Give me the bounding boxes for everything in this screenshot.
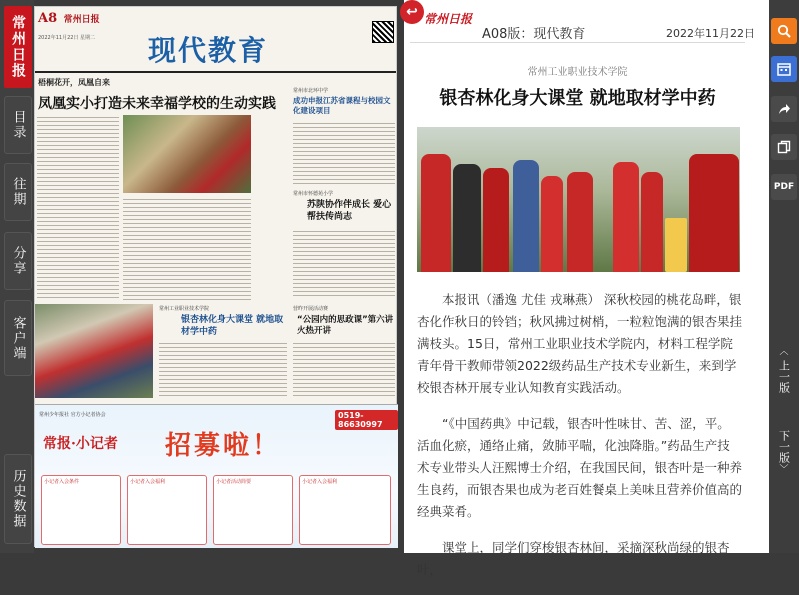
ginkgo-story-kicker: 常州工业职业技术学院	[159, 306, 210, 312]
article-paper-logo: 常州日报	[424, 12, 473, 26]
article-photo	[417, 127, 740, 272]
search-icon[interactable]	[771, 18, 797, 44]
article-source: 常州工业职业技术学院	[527, 67, 628, 78]
photo-person	[421, 154, 451, 272]
ginkgo-story-photo[interactable]	[35, 304, 153, 398]
chevron-up-icon: ︿	[779, 347, 789, 357]
story-text-block	[293, 229, 395, 299]
story-text-block	[123, 197, 251, 301]
article-paragraph: 课堂上，同学们穿梭银杏林间，采摘深秋尚绿的银杏叶，	[417, 540, 730, 577]
article-divider	[410, 42, 745, 43]
share-icon[interactable]	[771, 96, 797, 122]
right-story2-kicker: 常州市怀德苑小学	[293, 191, 334, 197]
article-paragraph: “《中国药典》中记载，银杏叶性味甘、苦、涩，平。活血化瘀，通络止痛，敛肺平喘，化浊降脂。”药品生产技术专业带头人汪熙博士介绍，在我国民间，银杏叶是一种养生良药，而银杏果也成为老百姓餐桌上美味且营养价值高的经典菜肴。	[417, 416, 743, 519]
pdf-button[interactable]: PDF	[771, 174, 797, 200]
photo-person	[641, 172, 663, 272]
photo-person	[483, 168, 509, 272]
ad-info-box: 小记者入会条件	[41, 475, 121, 545]
right-story3-title[interactable]: “公园内的思政课”第六讲火热开讲	[297, 315, 394, 336]
ad-brand: 常报·小记者	[43, 436, 118, 452]
ginkgo-story-title[interactable]: 银杏林化身大课堂 就地取材学中药	[181, 315, 284, 337]
photo-person	[453, 164, 481, 272]
back-arrow-icon[interactable]: ↩	[400, 0, 424, 24]
photo-person	[541, 176, 563, 272]
nav-archive[interactable]: 往期	[4, 163, 32, 221]
nav-contents[interactable]: 目录	[4, 96, 32, 154]
newspaper-edition: A8 常州日报	[38, 11, 100, 26]
right-story-kicker: 常州市北环中学	[293, 88, 329, 94]
main-story-kicker: 梧桐花开，凤凰自来	[38, 78, 110, 87]
article-body	[417, 289, 742, 595]
main-story-photo[interactable]	[123, 115, 251, 193]
photo-person	[567, 172, 593, 272]
story-text-block	[37, 115, 119, 301]
ad-topline: 常州少年报社 官方小记者协会	[39, 412, 106, 418]
newspaper-header	[35, 7, 396, 73]
ad-info-box: 小记者活动简要	[213, 475, 293, 545]
main-story-headline[interactable]: 凤凰实小打造未来幸福学校的生动实践	[38, 96, 276, 112]
qr-code-icon	[372, 21, 394, 43]
chevron-down-icon: ﹀	[779, 465, 789, 475]
photo-sign	[665, 218, 687, 272]
ad-info-box: 小记者入会福利	[127, 475, 207, 545]
copy-icon[interactable]	[771, 134, 797, 160]
article-section: A08版：现代教育	[482, 27, 586, 42]
photo-person	[613, 162, 639, 272]
right-story-title[interactable]: 成功申报江苏省课程与校园文化建设项目	[293, 96, 391, 115]
article-title: 银杏林化身大课堂 就地取材学中药	[439, 88, 716, 109]
nav-share[interactable]: 分享	[4, 232, 32, 290]
newspaper-page[interactable]	[34, 6, 397, 547]
nav-client[interactable]: 客户端	[4, 300, 32, 376]
ad-info-box: 小记者入会福利	[299, 475, 391, 545]
next-page-button[interactable]: 下一版 ﹀	[771, 430, 797, 478]
right-story3-kicker: 营昨开展活动赛	[293, 306, 329, 312]
article-date: 2022年11月22日	[666, 27, 755, 40]
story-text-block	[293, 341, 395, 399]
nav-history-data[interactable]: 历史数据	[4, 454, 32, 544]
photo-person	[689, 154, 739, 272]
story-text-block	[293, 121, 395, 185]
ad-title: 招募啦！	[165, 431, 282, 461]
prev-page-button[interactable]: ︿ 上一版	[771, 345, 797, 393]
ad-phone: 0519-86630997	[335, 410, 398, 430]
newspaper-masthead: 现代教育	[148, 34, 269, 67]
brand-tab[interactable]: 常州日报	[4, 6, 32, 88]
recruitment-advertisement[interactable]	[35, 404, 398, 548]
story-text-block	[159, 341, 287, 399]
calendar-icon[interactable]	[771, 56, 797, 82]
photo-person	[513, 160, 539, 272]
right-story2-title[interactable]: 苏陕协作伴成长 爱心帮扶传尚志	[307, 200, 392, 222]
newspaper-date: 2022年11月22日 星期二	[38, 35, 96, 41]
article-paragraph: 本报讯（潘逸 尤佳 戎琳燕） 深秋校园的桃花岛畔，银杏化作秋日的铃铛；秋风拂过树梢，一粒粒饱满的银杏果挂满枝头。15日，常州工业职业技术学院内，材料工程学院青年骨干教师带领2022级药品生产技术专业新生，来到学校银杏林开展专业认知教育实践活动。	[417, 292, 743, 395]
